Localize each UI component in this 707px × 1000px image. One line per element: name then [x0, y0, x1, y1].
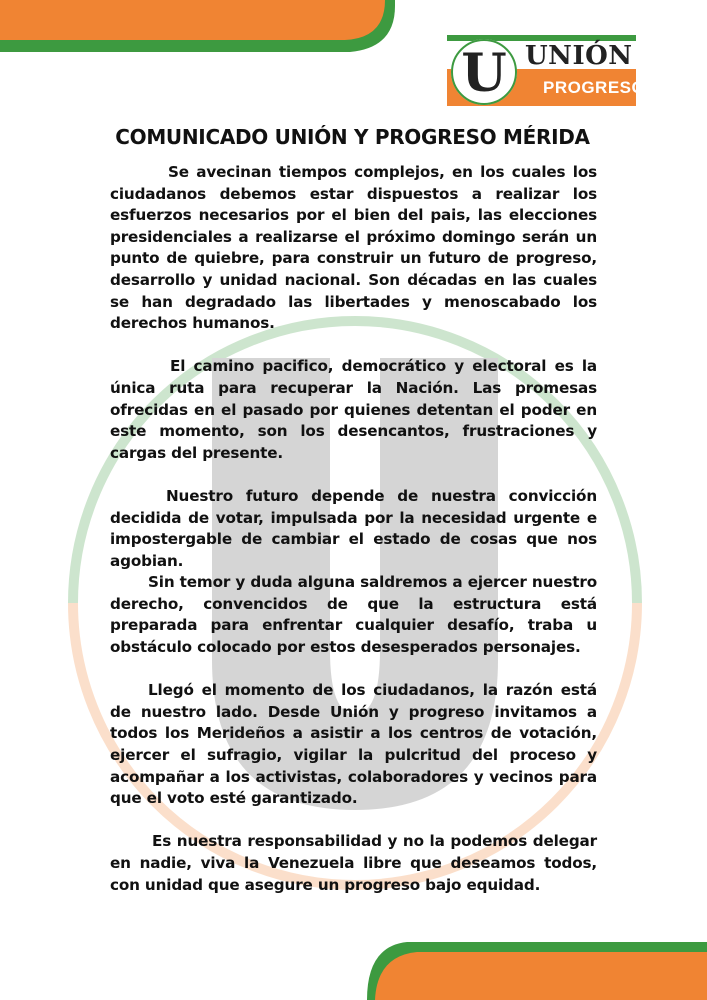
top-corner-decoration: [0, 0, 395, 60]
paragraph-1: Se avecinan tiempos complejos, en los cuales los ciudadanos debemos estar dispuestos a realizar los esfuerzos necesarios por el bien del pais, las elecciones presidenciales a realizarse el próximo domingo serán un punto de quiebre, para construir un futuro de progreso, desarrollo y unidad nacional. Son décadas en las cuales se han degradado las libertades y menoscabado los derechos humanos.: [110, 163, 597, 333]
logo-word-union: UNIÓN: [525, 41, 633, 71]
logo-word-progreso: PROGRESO: [543, 78, 646, 97]
paragraph-2: El camino pacifico, democrático y electoral es la única ruta para recuperar la Nación. Las promesas ofrecidas en el pasado por quienes detentan el poder en este momento, son los desencantos, frustraciones y cargas del presente.: [110, 357, 597, 462]
bottom-corner-decoration: [367, 942, 707, 1000]
logo-u-icon: [451, 39, 517, 105]
paragraph-3: Nuestro futuro depende de nuestra convicción decidida de votar, impulsada por la necesidad urgente e impostergable de cambiar el estado de cosas que nos agobian.: [110, 486, 597, 570]
paragraph-6: Es nuestra responsabilidad y no la podemos delegar en nadie, viva la Venezuela libre que deseamos todos, con unidad que asegure un progreso bajo equidad.: [110, 832, 597, 894]
document-title: COMUNICADO UNIÓN Y PROGRESO MÉRIDA: [115, 125, 590, 149]
paragraph-5: Llegó el momento de los ciudadanos, la razón está de nuestro lado. Desde Unión y progreso invitamos a todos los Merideños a asistir a los centros de votación, ejercer el sufragio, vigilar la pulcritud del proceso y acompañar a los activistas, colaboradores y vecinos para que el voto esté garantizado.: [110, 681, 597, 808]
union-progreso-logo: [447, 35, 646, 106]
svg-text:U: U: [461, 43, 507, 104]
paragraph-4: Sin temor y duda alguna saldremos a ejercer nuestro derecho, convencidos de que la estructura está preparada para enfrentar cualquier desafío, traba u obstáculo colocado por estos desesperados personajes.: [110, 573, 597, 657]
document-body: [110, 162, 597, 896]
